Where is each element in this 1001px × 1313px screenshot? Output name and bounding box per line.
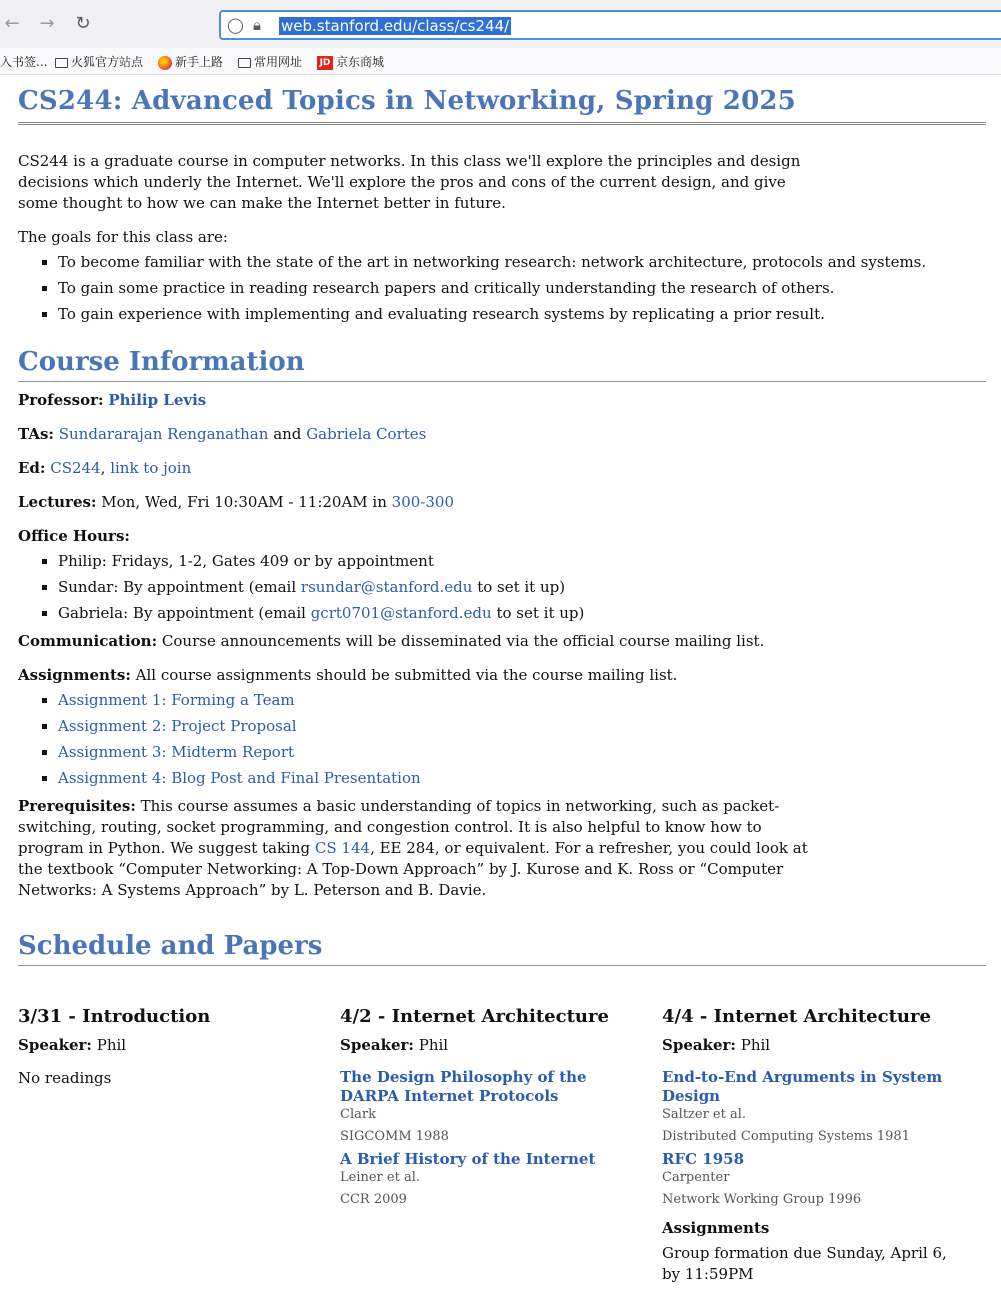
assignment-item [58,690,986,711]
paper-link[interactable]: End-to-End Arguments in System Design [662,1068,943,1105]
page-content [18,74,986,1306]
bookmark-firefox-official[interactable]: 火狐官方站点 [55,53,143,71]
bookmark-import[interactable]: 入书签... [0,55,48,69]
office-hours-label: Office Hours: [18,527,130,545]
ed-link[interactable]: CS244 [50,459,101,477]
paper-entry [662,1150,962,1209]
paper-authors: Carpenter [662,1170,730,1185]
assignments-line: Assignments: All course assignments should be submitted via the course mailing list. [18,666,678,684]
assignment-link[interactable]: Assignment 2: Project Proposal [58,717,297,735]
schedule-grid [18,1006,986,1306]
bookmarks-bar [0,48,1001,75]
session-speaker: Speaker: Phil [18,1036,127,1054]
ta-link-gabriela[interactable]: Gabriela Cortes [306,425,427,443]
room-link[interactable]: 300-300 [391,493,455,511]
office-hours-list [18,551,986,624]
course-info-heading: Course Information [18,347,986,382]
folder-icon [55,58,68,68]
paper-link[interactable]: The Design Philosophy of the DARPA Internet Protocols [340,1068,587,1105]
firefox-icon [158,56,172,70]
folder-icon [238,58,251,68]
lectures-line: Lectures: Mon, Wed, Fri 10:30AM - 11:20AM in 300-300 [18,493,455,511]
schedule-heading: Schedule and Papers [18,931,986,966]
paper-link[interactable]: A Brief History of the Internet [340,1150,596,1168]
session-speaker: Speaker: Phil [662,1036,771,1054]
bookmark-jd[interactable]: JD 京东商城 [317,53,384,71]
address-bar[interactable] [219,10,1001,40]
url-text[interactable]: web.stanford.edu/class/cs244/ [281,17,510,35]
tas-line: TAs: Sundararajan Renganathan and Gabriela Cortes [18,425,427,443]
professor-link[interactable]: Philip Levis [108,391,207,409]
paper-venue: CCR 2009 [340,1192,407,1207]
jd-icon: JD [317,56,333,70]
paper-link[interactable]: RFC 1958 [662,1150,745,1168]
ed-line: Ed: CS244, link to join [18,459,192,477]
back-arrow-icon[interactable]: ← [4,13,20,34]
assignment-link[interactable]: Assignment 3: Midterm Report [58,743,295,761]
session-card [662,1006,962,1285]
cs144-link[interactable]: CS 144 [314,839,371,857]
session-title: 3/31 - Introduction [18,1006,211,1027]
no-readings: No readings [18,1069,112,1087]
bookmark-common-sites[interactable]: 常用网址 [238,53,302,71]
email-link-sundar[interactable]: rsundar@stanford.edu [300,578,473,596]
session-card [340,1006,640,1213]
ed-join-link[interactable]: link to join [110,459,192,477]
paper-venue: Network Working Group 1996 [662,1192,862,1207]
paper-venue: Distributed Computing Systems 1981 [662,1129,910,1144]
prerequisites-paragraph: Prerequisites: This course assumes a basic understanding of topics in networking, such as packet-switching, routing, socket programming, and congestion control. It is also helpful to know how to program in Python. We suggest taking CS 144, EE 284, or equivalent. For a refresher, you could look at the textbook “Computer Networking: A Top-Down Approach” by J. Kurose and K. Ross or “Computer Networks: A Systems Approach” by L. Peterson and B. Davie. [18,797,808,899]
session-card [18,1006,318,1089]
assignment-item [58,716,986,737]
professor-line: Professor: Philip Levis [18,391,207,409]
communication-line: Communication: Course announcements will be disseminated via the official course mailing list. [18,632,765,650]
assignment-link[interactable]: Assignment 1: Forming a Team [58,691,295,709]
office-hours-item: ▪ Gabriela: By appointment (email gcrt0701@stanford.edu to set it up) [58,603,986,624]
email-link-gabriela[interactable]: gcrt0701@stanford.edu [310,604,492,622]
assignment-item [58,768,986,789]
paper-venue: SIGCOMM 1988 [340,1129,449,1144]
session-title: 4/2 - Internet Architecture [340,1006,609,1027]
office-hours-item: ▪ Sundar: By appointment (email rsundar@stanford.edu to set it up) [58,577,986,598]
session-assignments-text: Group formation due Sunday, April 6, by 11:59PM [662,1244,947,1283]
paper-entry [340,1068,640,1146]
paper-entry [340,1150,640,1209]
bookmark-getting-started[interactable]: 新手上路 [158,53,223,71]
forward-arrow-icon[interactable]: → [39,13,55,34]
ta-link-sundar[interactable]: Sundararajan Renganathan [58,425,269,443]
session-assignments-heading: Assignments [662,1219,770,1237]
assignments-list [18,690,986,789]
goal-item: ▪ To gain some practice in reading research papers and critically understanding the research of others. [58,278,986,299]
reload-icon[interactable]: ↻ [75,13,91,34]
browser-toolbar [0,0,1001,48]
goals-lead: The goals for this class are: [18,228,228,246]
intro-paragraph: CS244 is a graduate course in computer networks. In this class we'll explore the principles and design decisions which underly the Internet. We'll explore the pros and cons of the current design, and give some thought to how we can make the Internet better in future. [18,152,801,212]
paper-entry [662,1068,962,1146]
assignment-item [58,742,986,763]
office-hours-item: ▪ Philip: Fridays, 1-2, Gates 409 or by appointment [58,551,986,572]
goals-list [18,252,986,325]
page-title: CS244: Advanced Topics in Networking, Spring 2025 [18,86,986,125]
session-title: 4/4 - Internet Architecture [662,1006,931,1027]
goal-item: ▪ To gain experience with implementing and evaluating research systems by replicating a prior result. [58,304,986,325]
paper-authors: Clark [340,1107,376,1122]
goal-item: ▪ To become familiar with the state of the art in networking research: network architecture, protocols and systems. [58,252,986,273]
shield-icon[interactable]: ◯ [227,16,244,34]
paper-authors: Leiner et al. [340,1170,420,1185]
lock-icon[interactable]: 🔒︎ [253,16,261,34]
session-speaker: Speaker: Phil [340,1036,449,1054]
paper-authors: Saltzer et al. [662,1107,747,1122]
assignment-link[interactable]: Assignment 4: Blog Post and Final Presentation [58,769,421,787]
